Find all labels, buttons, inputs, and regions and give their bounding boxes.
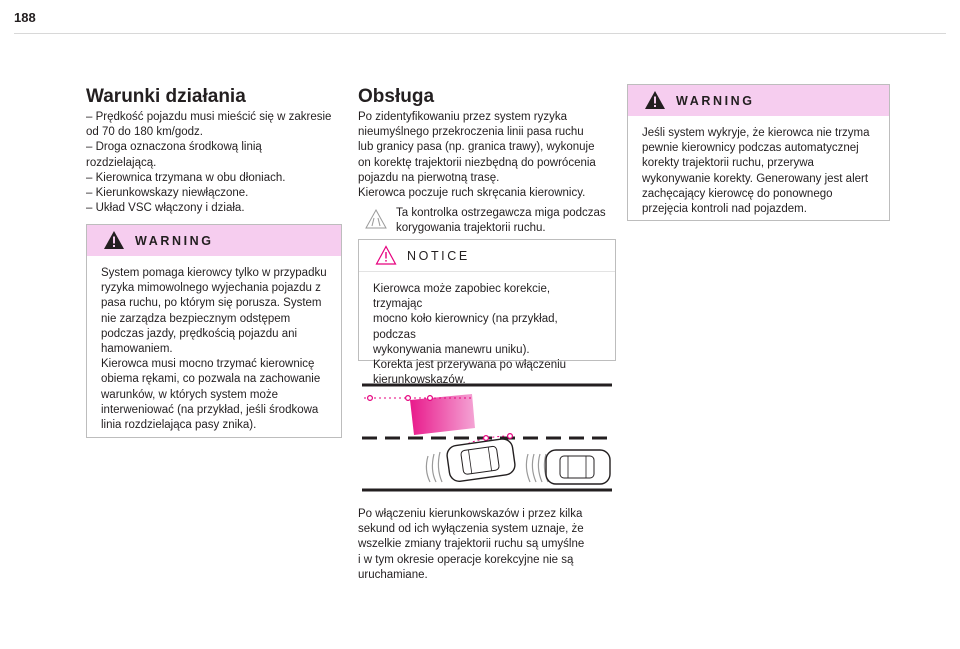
warning-zone xyxy=(410,394,475,435)
lane-keeping-illustration xyxy=(358,378,616,496)
notice-text: Kierowca może zapobiec korekcie, trzymając mocno koło kierownicy (na przykład, podczas wykonywania manewru uniku). Korekta jest przerywana po włączeniu kierunkowskazów. xyxy=(373,283,567,387)
operation-intro: Po zidentyfikowaniu przez system ryzyka nieumyślnego przekroczenia linii pasa ruchu lub granicy pasa (np. granica trawy), wykonuje on korektę trajektorii niezbędną do powrócenia pojazdu na pierwotną trasę. Kierowca poczuje ruch skręcania kierownicy. xyxy=(358,111,596,200)
car-turning xyxy=(446,438,516,483)
warning-box-header-right xyxy=(628,85,889,116)
warning-title: WARNING xyxy=(135,234,214,248)
warning-text-right: Jeśli system wykryje, że kierowca nie trzyma pewnie kierownicy podczas automatycznej korekty trajektorii ruchu, przerywa wykonywanie korekty. Generowany jest alert zachęcający kierowcę do ponownego przejęcia kontroli nad pojazdem. xyxy=(642,127,870,216)
warning-box-left xyxy=(86,224,342,438)
lane-departure-indicator-icon xyxy=(364,208,388,230)
ghost-car-trail-right xyxy=(526,454,548,482)
notice-triangle-icon xyxy=(375,245,397,265)
ghost-car-trail-left xyxy=(426,452,442,482)
conditions-heading: Warunki działania xyxy=(86,86,246,107)
warning-title-right: WARNING xyxy=(676,94,755,108)
top-rule xyxy=(14,33,946,34)
warning-box-header xyxy=(87,225,341,256)
warning-triangle-icon xyxy=(644,90,666,110)
car-straight xyxy=(546,450,610,484)
after-signal-text: Po włączeniu kierunkowskazów i przez kilka sekund od ich wyłączenia system uznaje, że wszelkie zmiany trajektorii ruchu są umyślne i w tym okresie operacje korekcyjne nie są uruchamiane. xyxy=(358,508,585,581)
operation-heading: Obsługa xyxy=(358,86,435,107)
indicator-text: Ta kontrolka ostrzegawcza miga podczas korygowania trajektorii ruchu. xyxy=(396,207,606,235)
conditions-list: – Prędkość pojazdu musi mieścić się w zakresie od 70 do 180 km/godz. – Droga oznaczona środkową linią rozdzielającą. – Kierownica trzymana w obu dłoniach. – Kierunkowskazy niewłączone. – Układ VSC włączony i działa. xyxy=(86,111,332,215)
page-number: 188 xyxy=(14,10,36,25)
notice-box-header xyxy=(359,240,615,272)
notice-box xyxy=(358,239,616,387)
warning-box-right xyxy=(627,84,890,221)
warning-text: System pomaga kierowcy tylko w przypadku ryzyka mimowolnego wyjechania pojazdu z pasa ruchu, po którym się porusza. System nie zarządza bezpiecznym odstępem podczas jazdy, prędkością pojazdu ani hamowaniem. Kierowca musi mocno trzymać kierownicę obiema rękami, co pozwala na zachowanie warunków, w których system może interweniować (na przykład, jeśli środkowa linia rozdzielająca pasy znika). xyxy=(101,267,327,432)
warning-triangle-icon xyxy=(103,230,125,250)
notice-title: NOTICE xyxy=(407,249,470,263)
